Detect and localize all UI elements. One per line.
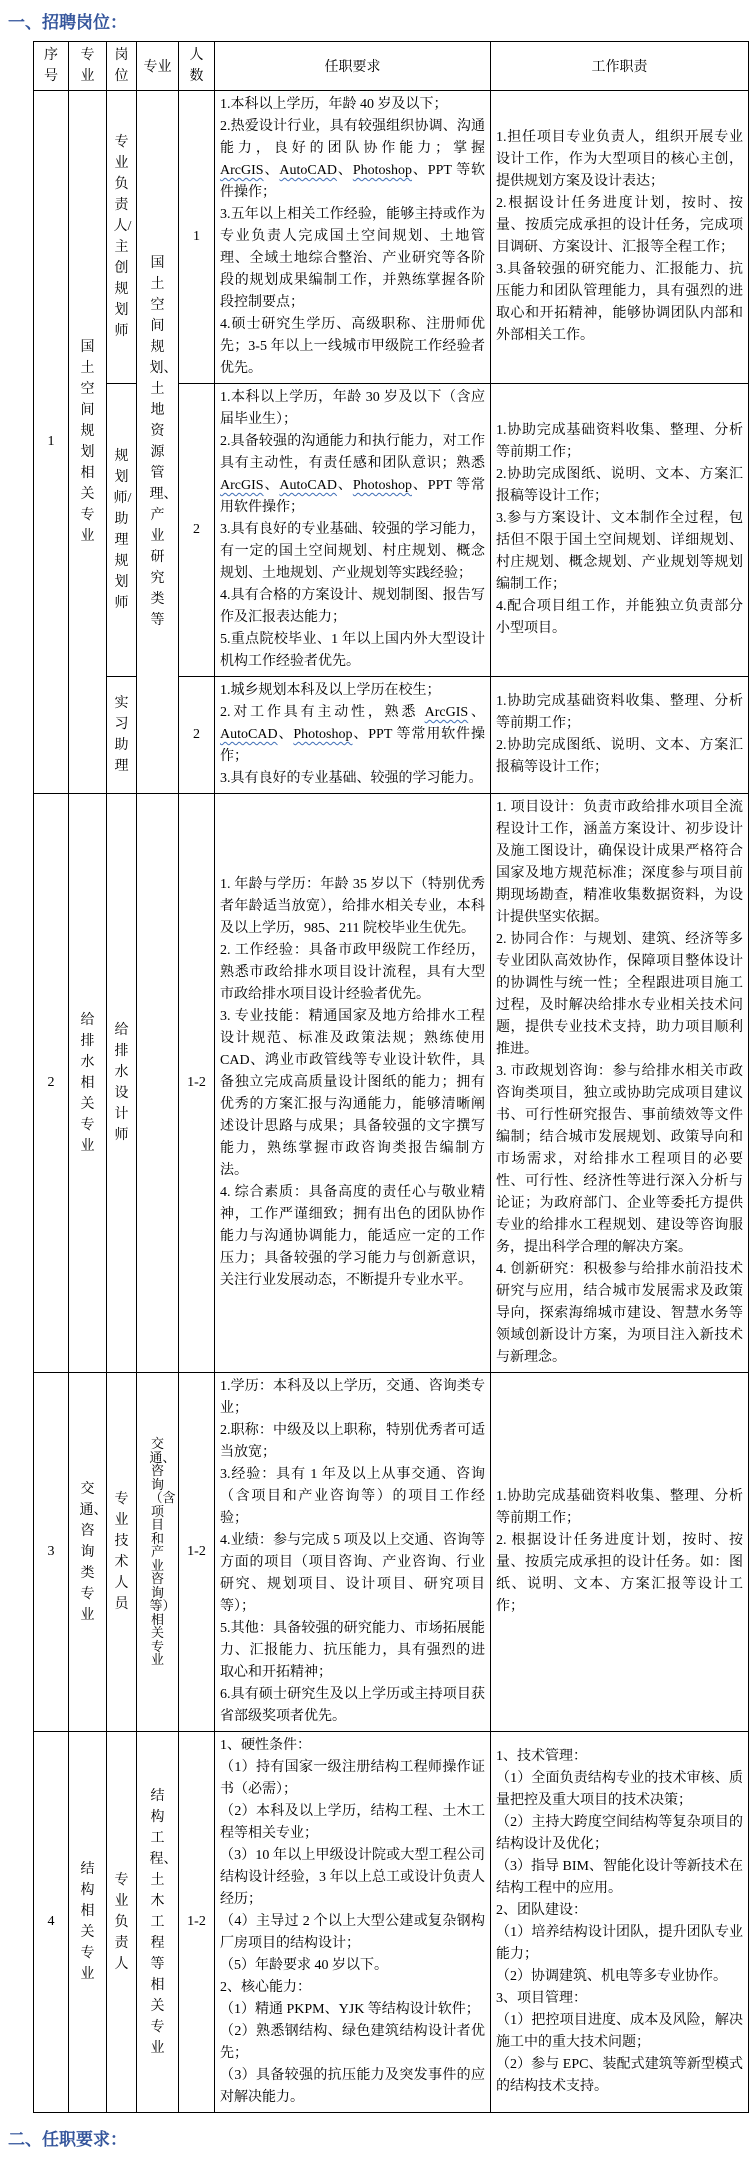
cell-post: 规划师/助理规划师 <box>107 384 137 677</box>
col-header-specialty: 专业 <box>137 42 179 91</box>
table-row <box>34 1732 749 2113</box>
requirement-item: 2. 工作经验：具备市政甲级院工作经历，熟悉市政给排水项目设计流程，具有大型市政给排水项目设计经验者优先。 <box>220 943 485 1002</box>
cell-requirements <box>215 384 491 677</box>
duty-item: 3、项目管理： <box>496 1991 587 2006</box>
cell-major: 结构相关专业 <box>69 1732 107 2113</box>
duty-item: 2.协助完成图纸、说明、文本、方案汇报稿等设计工作； <box>496 467 743 504</box>
table-row <box>34 794 749 1373</box>
col-header-headcount: 人数 <box>179 42 215 91</box>
cell-duties <box>491 91 749 384</box>
requirement-item: 2.对工作具有主动性，熟悉 ArcGIS、AutoCAD、Photoshop、PPT 等常用软件操作； <box>220 705 486 764</box>
recruitment-table <box>33 41 749 2113</box>
requirement-item: 5.其他：具备较强的研究能力、市场拓展能力、汇报能力、抗压能力，具有强烈的进取心和开拓精神； <box>220 1621 485 1680</box>
cell-specialty: 结构工程、土木工程等相关专业 <box>137 1732 179 2113</box>
duty-item: 1、技术管理： <box>496 1749 587 1764</box>
wavy-word: AutoCAD <box>279 163 337 178</box>
requirement-item: 4.具有合格的方案设计、规划制图、报告写作及汇报表达能力； <box>220 588 485 625</box>
requirement-item: 2.具备较强的沟通能力和执行能力，对工作具有主动性，有责任感和团队意识；熟悉 ArcGIS、AutoCAD、Photoshop、PPT 等常用软件操作； <box>220 434 486 515</box>
cell-requirements <box>215 677 491 794</box>
wavy-word: Photoshop <box>352 163 412 178</box>
wavy-word: ArcGIS <box>220 163 264 178</box>
table-row <box>34 91 749 384</box>
duty-item: 3. 市政规划咨询：参与给排水相关市政咨询类项目，独立或协助完成项目建议书、可行性研究报告、事前绩效等文件编制；结合城市发展规划、政策导向和市场需求，对给排水工程项目的必要性、可行性、经济性等进行深入分析与论证；为政府部门、企业等委托方提供专业的给排水工程规划、建设等咨询服务，提出科学合理的解决方案。 <box>496 1064 743 1255</box>
requirement-item: （2）熟悉钢结构、绿色建筑结构设计者优先； <box>220 2024 485 2061</box>
col-header-requirements: 任职要求 <box>215 42 491 91</box>
cell-post: 专业技术人员 <box>107 1373 137 1732</box>
wavy-word: ArcGIS <box>220 478 264 493</box>
col-header-duties: 工作职责 <box>491 42 749 91</box>
requirement-item: 5.重点院校毕业、1 年以上国内外大型设计机构工作经验者优先。 <box>220 632 485 669</box>
requirement-item: 3.五年以上相关工作经验，能够主持或作为专业负责人完成国土空间规划、土地管理、全域土地综合整治、产业研究等各阶段的规划成果编制工作，并熟练掌握各阶段控制要点； <box>220 207 485 310</box>
requirement-item: 3.具有良好的专业基础、较强的学习能力。 <box>220 771 483 786</box>
cell-major: 国土空间规划相关专业 <box>69 91 107 794</box>
duty-item: 1.协助完成基础资料收集、整理、分析等前期工作； <box>496 1489 743 1526</box>
duty-item: 2. 协同合作：与规划、建筑、经济等多专业团队高效协作，保障项目整体设计的协调性与统一性；全程跟进项目施工过程，及时解决给排水专业相关技术问题，提供专业技术支持，助力项目顺利推进。 <box>496 932 743 1057</box>
cell-post: 专业负责人/主创规划师 <box>107 91 137 384</box>
duty-item: 4. 创新研究：积极参与给排水前沿技术研究与应用，结合城市发展需求及政策导向，探索海绵城市建设、智慧水务等领域创新设计方案，为项目注入新技术与新理念。 <box>496 1262 743 1365</box>
cell-headcount: 2 <box>179 677 215 794</box>
cell-specialty <box>137 794 179 1373</box>
cell-headcount: 1-2 <box>179 1732 215 2113</box>
requirement-item: 4.业绩：参与完成 5 项及以上交通、咨询等方面的项目（项目咨询、产业咨询、行业研究、规划项目、设计项目、研究项目等）； <box>220 1533 485 1614</box>
wavy-word: AutoCAD <box>279 478 337 493</box>
requirement-item: （5）年龄要求 40 岁以下。 <box>220 1958 388 1973</box>
duty-item: （1）培养结构设计团队，提升团队专业能力； <box>496 1925 743 1962</box>
requirement-item: 1.本科以上学历，年龄 40 岁及以下； <box>220 97 448 112</box>
cell-duties <box>491 1373 749 1732</box>
requirement-item: 1.本科以上学历，年龄 30 岁及以下（含应届毕业生）； <box>220 390 485 427</box>
cell-duties <box>491 384 749 677</box>
requirement-item: （2）本科及以上学历，结构工程、土木工程等相关专业； <box>220 1804 485 1841</box>
requirement-item: 3.具有良好的专业基础、较强的学习能力，有一定的国土空间规划、村庄规划、概念规划、土地规划、产业规划等实践经验； <box>220 522 485 581</box>
duty-item: 3.参与方案设计、文本制作全过程，包括但不限于国土空间规划、详细规划、村庄规划、概念规划、产业规划等规划编制工作； <box>496 511 743 592</box>
requirement-item: （1）持有国家一级注册结构工程师操作证书（必需）； <box>220 1760 485 1797</box>
cell-index: 4 <box>34 1732 69 2113</box>
wavy-word: ArcGIS <box>424 705 469 720</box>
requirement-item: 1.学历：本科及以上学历，交通、咨询类专业； <box>220 1379 485 1416</box>
cell-index: 2 <box>34 794 69 1373</box>
cell-duties <box>491 677 749 794</box>
table-header-row <box>34 42 749 91</box>
requirement-item: 2.热爱设计行业，具有较强组织协调、沟通能力，良好的团队协作能力；掌握 ArcGIS、AutoCAD、Photoshop、PPT 等软件操作； <box>220 119 486 200</box>
duty-item: （1）全面负责结构专业的技术审核、质量把控及重大项目的技术决策； <box>496 1771 743 1808</box>
cell-post: 给排水设计师 <box>107 794 137 1373</box>
duty-item: （3）指导 BIM、智能化设计等新技术在结构工程中的应用。 <box>496 1859 743 1896</box>
wavy-word: Photoshop <box>293 727 353 742</box>
requirement-item: 6.具有硕士研究生及以上学历或主持项目获省部级奖项者优先。 <box>220 1687 485 1724</box>
duty-item: 3.具备较强的研究能力、汇报能力、抗压能力和团队管理能力，具有强烈的进取心和开拓精神，能够协调团队内部和外部相关工作。 <box>496 262 743 343</box>
cell-headcount: 1-2 <box>179 794 215 1373</box>
requirement-item: 3.经验：具有 1 年及以上从事交通、咨询（含项目和产业咨询等）的项目工作经验； <box>220 1467 485 1526</box>
col-header-post: 岗位 <box>107 42 137 91</box>
duty-item: 1.担任项目专业负责人，组织开展专业设计工作，作为大型项目的核心主创，提供规划方案及设计表达； <box>496 130 743 189</box>
requirement-item: （4）主导过 2 个以上大型公建或复杂钢构厂房项目的结构设计； <box>220 1914 485 1951</box>
cell-specialty: 国土空间规划、土地资源管理、产业研究类等 <box>137 91 179 794</box>
wavy-word: Photoshop <box>352 478 412 493</box>
cell-post: 实习助理 <box>107 677 137 794</box>
requirement-item: 4.硕士研究生学历、高级职称、注册师优先；3-5 年以上一线城市甲级院工作经验者优先。 <box>220 317 485 376</box>
duty-item: （1）把控项目进度、成本及风险，解决施工中的重大技术问题； <box>496 2013 743 2050</box>
duty-item: 1. 项目设计：负责市政给排水项目全流程设计工作，涵盖方案设计、初步设计及施工图设计，确保设计成果严格符合国家及地方规范标准；深度参与项目前期现场勘查，精准收集数据资料，为设计提供坚实依据。 <box>496 800 743 925</box>
cell-major: 给排水相关专业 <box>69 794 107 1373</box>
cell-requirements <box>215 91 491 384</box>
wavy-word: AutoCAD <box>220 727 278 742</box>
duty-item: 2. 根据设计任务进度计划，按时、按量、按质完成承担的设计任务。如：图纸、说明、文本、方案汇报等设计工作； <box>496 1533 743 1614</box>
duty-item: 1.协助完成基础资料收集、整理、分析等前期工作； <box>496 694 743 731</box>
col-header-index: 序号 <box>34 42 69 91</box>
requirement-item: 1.城乡规划本科及以上学历在校生； <box>220 683 441 698</box>
cell-major: 交通、咨询类专业 <box>69 1373 107 1732</box>
cell-index: 3 <box>34 1373 69 1732</box>
cell-requirements <box>215 1373 491 1732</box>
duty-item: 2.根据设计任务进度计划，按时、按量、按质完成承担的设计任务，完成项目调研、方案设计、汇报等全程工作； <box>496 196 743 255</box>
table-row <box>34 1373 749 1732</box>
duty-item: （2）参与 EPC、装配式建筑等新型模式的结构技术支持。 <box>496 2057 743 2094</box>
cell-headcount: 2 <box>179 384 215 677</box>
col-header-major: 专业 <box>69 42 107 91</box>
cell-specialty: 交通、咨询（含项目和产业咨询等）相关专业 <box>137 1373 179 1732</box>
duty-item: 1.协助完成基础资料收集、整理、分析等前期工作； <box>496 423 743 460</box>
cell-index: 1 <box>34 91 69 794</box>
duty-item: 4.配合项目组工作，并能独立负责部分小型项目。 <box>496 599 743 636</box>
requirement-item: （3）10 年以上甲级设计院或大型工程公司结构设计经验，3 年以上总工或设计负责人经历； <box>220 1848 485 1907</box>
cell-requirements <box>215 1732 491 2113</box>
requirement-item: 1. 年龄与学历：年龄 35 岁以下（特别优秀者年龄适当放宽），给排水相关专业，本科及以上学历，985、211 院校毕业生优先。 <box>220 877 485 936</box>
requirement-item: （1）精通 PKPM、YJK 等结构设计软件； <box>220 2002 480 2017</box>
cell-headcount: 1 <box>179 91 215 384</box>
requirement-item: 4. 综合素质：具备高度的责任心与敬业精神，工作严谨细致；拥有出色的团队协作能力与沟通协调能力，能适应一定的工作压力；具备较强的学习能力与创新意识，关注行业发展动态，不断提升专业水平。 <box>220 1185 485 1288</box>
duty-item: 2.协助完成图纸、说明、文本、方案汇报稿等设计工作； <box>496 738 743 775</box>
cell-duties <box>491 794 749 1373</box>
duty-item: （2）主持大跨度空间结构等复杂项目的结构设计及优化； <box>496 1815 743 1852</box>
section-title-requirements: 二、任职要求： <box>8 2130 127 2149</box>
section-title-recruit-posts: 一、招聘岗位： <box>8 13 127 32</box>
cell-headcount: 1-2 <box>179 1373 215 1732</box>
requirement-item: 3. 专业技能：精通国家及地方给排水工程设计规范、标准及政策法规；熟练使用 CAD、鸿业市政管线等专业设计软件，具备独立完成高质量设计图纸的能力；拥有优秀的方案汇报与沟通能力，能够清晰阐述设计思路与成果；具备较强的文字撰写能力，熟练掌握市政咨询类报告编制方法。 <box>220 1009 485 1178</box>
requirement-item: （3）具备较强的抗压能力及突发事件的应对解决能力。 <box>220 2068 485 2105</box>
requirement-item: 2、核心能力： <box>220 1980 311 1995</box>
cell-duties <box>491 1732 749 2113</box>
duty-item: （2）协调建筑、机电等多专业协作。 <box>496 1969 727 1984</box>
requirement-item: 1、硬性条件： <box>220 1738 311 1753</box>
duty-item: 2、团队建设： <box>496 1903 587 1918</box>
cell-requirements <box>215 794 491 1373</box>
cell-post: 专业负责人 <box>107 1732 137 2113</box>
requirement-item: 2.职称：中级及以上职称，特别优秀者可适当放宽； <box>220 1423 485 1460</box>
